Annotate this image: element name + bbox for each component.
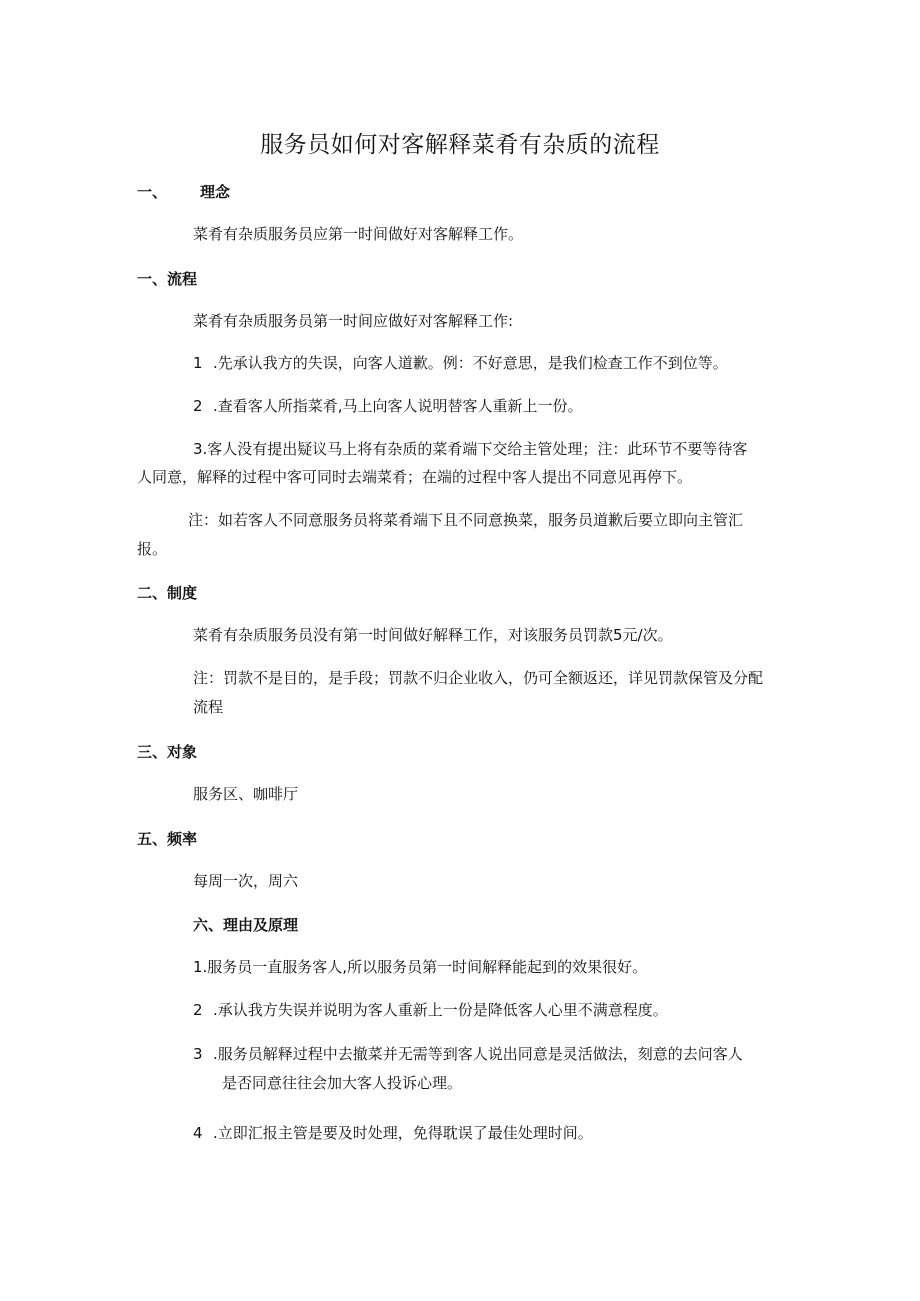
system-note-line-1: 注：罚款不是目的，是手段；罚款不归企业收入，仍可全额返还，详见罚款保管及分配 bbox=[193, 669, 764, 687]
reason-3-number: 3 bbox=[193, 1045, 203, 1063]
section-target-heading: 三、对象 bbox=[137, 743, 198, 761]
section-reasons-heading: 六、理由及原理 bbox=[193, 916, 299, 934]
process-note-line-2: 报。 bbox=[137, 540, 168, 558]
frequency-body: 每周一次，周六 bbox=[193, 872, 299, 890]
concept-body: 菜肴有杂质服务员应第一时间做好对客解释工作。 bbox=[193, 225, 524, 243]
section-system-heading: 二、制度 bbox=[137, 584, 198, 602]
reason-4: .立即汇报主管是要及时处理，免得耽误了最佳处理时间。 bbox=[213, 1124, 593, 1142]
process-step-1: .先承认我方的失误，向客人道歉。例：不好意思，是我们检查工作不到位等。 bbox=[213, 354, 728, 372]
process-step-3-line-2: 人同意，解释的过程中客可同时去端菜肴；在端的过程中客人提出不同意见再停下。 bbox=[137, 468, 693, 486]
reason-3-line-2: 是否同意往往会加大客人投诉心理。 bbox=[222, 1074, 463, 1092]
section-concept-heading: 理念 bbox=[200, 183, 231, 201]
process-step-1-number: 1 bbox=[193, 354, 203, 372]
reason-4-number: 4 bbox=[193, 1124, 203, 1142]
process-intro: 菜肴有杂质服务员第一时间应做好对客解释工作: bbox=[193, 312, 514, 330]
system-body: 菜肴有杂质服务员没有第一时间做好解释工作，对该服务员罚款5元/次。 bbox=[193, 626, 673, 644]
process-note-line-1: 注：如若客人不同意服务员将菜肴端下且不同意换菜，服务员道歉后要立即向主管汇 bbox=[188, 511, 744, 529]
section-frequency-heading: 五、频率 bbox=[137, 830, 198, 848]
section-process-heading: 一、流程 bbox=[137, 270, 198, 288]
page-title: 服务员如何对客解释菜肴有杂质的流程 bbox=[260, 132, 660, 158]
reason-1: 1.服务员一直服务客人,所以服务员第一时间解释能起到的效果很好。 bbox=[193, 958, 648, 976]
target-body: 服务区、咖啡厅 bbox=[193, 785, 299, 803]
process-step-3-line-1: 3.客人没有提出疑议马上将有杂质的菜肴端下交给主管处理；注：此环节不要等待客 bbox=[193, 440, 748, 458]
section-concept-number: 一、 bbox=[137, 183, 168, 201]
process-step-2-number: 2 bbox=[193, 397, 203, 415]
reason-2: .承认我方失误并说明为客人重新上一份是降低客人心里不满意程度。 bbox=[213, 1001, 668, 1019]
process-step-2: .查看客人所指菜肴,马上向客人说明替客人重新上一份。 bbox=[213, 397, 583, 415]
system-note-line-2: 流程 bbox=[193, 698, 224, 716]
reason-2-number: 2 bbox=[193, 1001, 203, 1019]
reason-3-line-1: .服务员解释过程中去撤菜并无需等到客人说出同意是灵活做法，刻意的去问客人 bbox=[213, 1045, 743, 1063]
